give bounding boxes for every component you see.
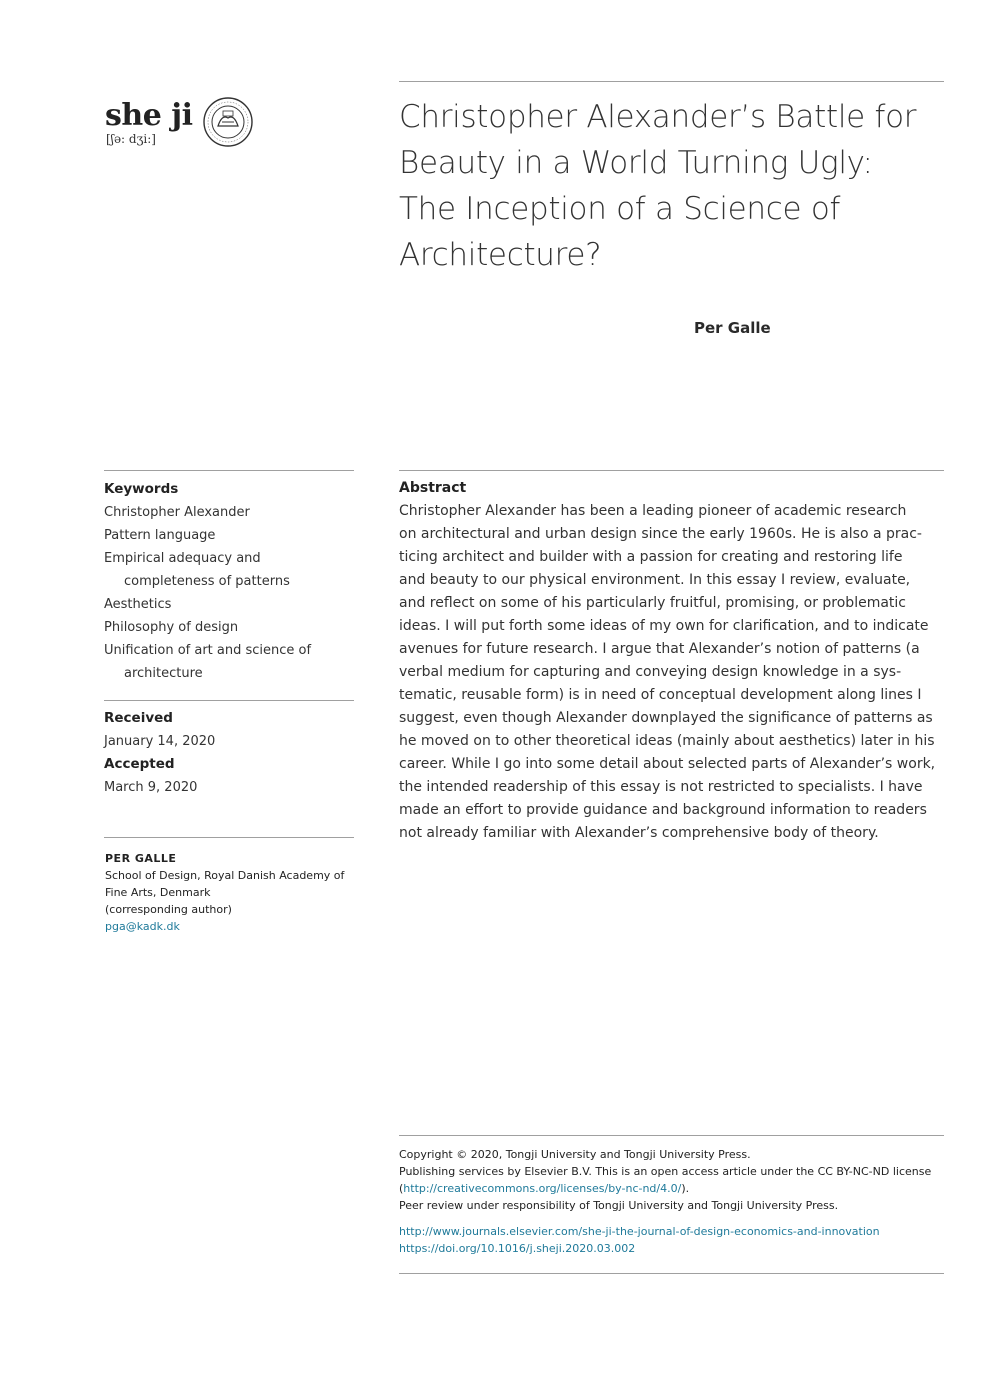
abstract-line: Christopher Alexander has been a leading pioneer of academic research	[399, 503, 907, 519]
affiliation-name: PER GALLE	[105, 852, 177, 865]
license-close: ).	[681, 1182, 690, 1195]
footer-bottom-rule	[399, 1273, 944, 1274]
keywords-rule	[104, 470, 354, 471]
tongji-university-seal-icon	[202, 96, 254, 148]
top-rule	[399, 81, 944, 82]
license-link[interactable]: http://creativecommons.org/licenses/by-nc-nd/4.0/	[403, 1182, 682, 1195]
abstract-line: career. While I go into some detail about selected parts of Alexander’s work,	[399, 756, 936, 772]
received-date: January 14, 2020	[104, 734, 216, 749]
keywords-section	[104, 478, 354, 685]
title-line: Christopher Alexander’s Battle for	[399, 99, 917, 135]
abstract-line: avenues for future research. I argue that Alexander’s notion of patterns (a	[399, 641, 920, 657]
affiliation-line: School of Design, Royal Danish Academy of	[105, 869, 345, 882]
abstract-line: the intended readership of this essay is not restricted to specialists. I have	[399, 779, 923, 795]
author-affiliation	[105, 850, 355, 935]
doi-link[interactable]: https://doi.org/10.1016/j.sheji.2020.03.002	[399, 1242, 636, 1255]
abstract-line: and beauty to our physical environment. In this essay I review, evaluate,	[399, 572, 911, 588]
keyword-item: Christopher Alexander	[104, 505, 250, 520]
article-author: Per Galle	[694, 319, 771, 337]
received-label: Received	[104, 710, 173, 726]
title-line: The Inception of a Science of	[399, 191, 841, 227]
license-open: (	[399, 1182, 404, 1195]
title-line: Beauty in a World Turning Ugly:	[399, 145, 873, 181]
journal-name: she ji	[105, 98, 193, 133]
license-line	[399, 1180, 944, 1197]
title-line: Architecture?	[399, 237, 602, 273]
journal-logo	[105, 100, 265, 150]
abstract-line: ticing architect and builder with a passion for creating and restoring life	[399, 549, 903, 565]
peer-review-line: Peer review under responsibility of Tongji University and Tongji University Press.	[399, 1199, 839, 1212]
article-title	[399, 94, 944, 278]
copyright-line: Copyright © 2020, Tongji University and Tongji University Press.	[399, 1148, 751, 1161]
abstract-line: he moved on to other theoretical ideas (mainly about aesthetics) later in his	[399, 733, 935, 749]
affiliation-rule	[104, 837, 354, 838]
footer-top-rule	[399, 1135, 944, 1136]
journal-phonetic: [ʃə: dʒi:]	[106, 132, 156, 146]
keyword-item: Empirical adequacy and completeness of patterns	[104, 551, 290, 589]
journal-url-link[interactable]: http://www.journals.elsevier.com/she-ji-the-journal-of-design-economics-and-innovation	[399, 1225, 880, 1238]
abstract-line: verbal medium for capturing and conveying design knowledge in a sys-	[399, 664, 902, 680]
keyword-item: Unification of art and science of architecture	[104, 643, 312, 681]
keywords-heading: Keywords	[104, 481, 179, 497]
abstract-line: made an effort to provide guidance and background information to readers	[399, 802, 927, 818]
accepted-date: March 9, 2020	[104, 780, 198, 795]
abstract-heading: Abstract	[399, 480, 467, 496]
abstract-line: tematic, reusable form) is in need of conceptual development along lines I	[399, 687, 922, 703]
keyword-item: Philosophy of design	[104, 620, 239, 635]
abstract-line: and reflect on some of his particularly fruitful, promising, or problematic	[399, 595, 906, 611]
accepted-label: Accepted	[104, 756, 175, 772]
abstract-rule	[399, 470, 944, 471]
affiliation-line: (corresponding author)	[105, 903, 232, 916]
copyright-footer	[399, 1146, 944, 1257]
footer-gap	[399, 1214, 944, 1223]
abstract-line: not already familiar with Alexander’s comprehensive body of theory.	[399, 825, 879, 841]
abstract-line: on architectural and urban design since the early 1960s. He is also a prac-	[399, 526, 922, 542]
affiliation-line: Fine Arts, Denmark	[105, 886, 211, 899]
author-email-link[interactable]: pga@kadk.dk	[105, 920, 180, 933]
dates-rule	[104, 700, 354, 701]
keyword-item: Aesthetics	[104, 597, 172, 612]
abstract-line: suggest, even though Alexander downplayed the significance of patterns as	[399, 710, 933, 726]
abstract-body	[399, 500, 949, 845]
keyword-item: Pattern language	[104, 528, 216, 543]
publishing-line: Publishing services by Elsevier B.V. This is an open access article under the CC BY-NC-ND license	[399, 1165, 932, 1178]
dates-section	[104, 707, 354, 799]
abstract-line: ideas. I will put forth some ideas of my own for clarification, and to indicate	[399, 618, 929, 634]
